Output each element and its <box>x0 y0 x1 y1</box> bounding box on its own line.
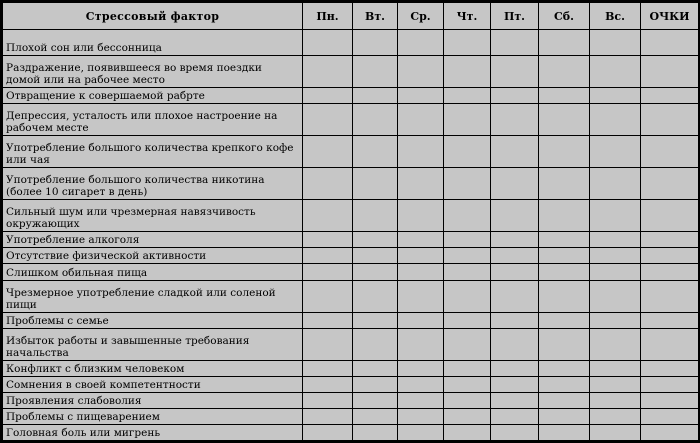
cell-mon <box>303 232 353 248</box>
table-row <box>3 312 699 328</box>
cell-wed <box>398 248 444 264</box>
cell-sun <box>590 312 641 328</box>
cell-mon <box>303 104 353 136</box>
cell-thu <box>444 424 491 440</box>
cell-mon <box>303 264 353 280</box>
cell-sun <box>590 408 641 424</box>
cell-score <box>641 312 699 328</box>
cell-fri <box>491 376 539 392</box>
cell-tue <box>353 168 398 200</box>
cell-tue <box>353 56 398 88</box>
cell-thu <box>444 200 491 232</box>
stress-factor-table <box>2 2 699 441</box>
cell-tue <box>353 408 398 424</box>
cell-sun <box>590 328 641 360</box>
cell-tue <box>353 104 398 136</box>
factor-label: Употребление большого количества крепкого кофе или чая <box>3 136 303 168</box>
cell-wed <box>398 104 444 136</box>
header-sunday: Вс. <box>590 3 641 30</box>
cell-score <box>641 104 699 136</box>
cell-wed <box>398 392 444 408</box>
cell-tue <box>353 328 398 360</box>
cell-score <box>641 408 699 424</box>
cell-sat <box>539 360 590 376</box>
cell-score <box>641 392 699 408</box>
factor-label: Сильный шум или чрезмерная навязчивость окружающих <box>3 200 303 232</box>
cell-fri <box>491 360 539 376</box>
table-row <box>3 376 699 392</box>
cell-mon <box>303 280 353 312</box>
cell-mon <box>303 312 353 328</box>
cell-tue <box>353 264 398 280</box>
table-row <box>3 264 699 280</box>
cell-wed <box>398 200 444 232</box>
cell-thu <box>444 136 491 168</box>
cell-score <box>641 200 699 232</box>
cell-fri <box>491 248 539 264</box>
cell-thu <box>444 30 491 56</box>
cell-sun <box>590 360 641 376</box>
cell-fri <box>491 30 539 56</box>
factor-label: Проявления слабоволия <box>3 392 303 408</box>
cell-thu <box>444 88 491 104</box>
cell-sat <box>539 312 590 328</box>
cell-mon <box>303 360 353 376</box>
factor-label: Депрессия, усталость или плохое настроение на рабочем месте <box>3 104 303 136</box>
cell-sat <box>539 248 590 264</box>
cell-sat <box>539 88 590 104</box>
cell-thu <box>444 376 491 392</box>
cell-sat <box>539 376 590 392</box>
cell-score <box>641 168 699 200</box>
cell-sun <box>590 136 641 168</box>
cell-wed <box>398 360 444 376</box>
cell-fri <box>491 280 539 312</box>
header-thursday: Чт. <box>444 3 491 30</box>
cell-sat <box>539 56 590 88</box>
cell-thu <box>444 248 491 264</box>
cell-fri <box>491 200 539 232</box>
cell-sun <box>590 392 641 408</box>
cell-sun <box>590 376 641 392</box>
table-row <box>3 360 699 376</box>
cell-thu <box>444 360 491 376</box>
table-row <box>3 88 699 104</box>
cell-wed <box>398 408 444 424</box>
cell-wed <box>398 30 444 56</box>
cell-mon <box>303 56 353 88</box>
factor-label: Употребление алкоголя <box>3 232 303 248</box>
factor-label: Раздражение, появившееся во время поездки домой или на рабочее место <box>3 56 303 88</box>
cell-wed <box>398 136 444 168</box>
cell-sat <box>539 30 590 56</box>
cell-score <box>641 280 699 312</box>
cell-mon <box>303 376 353 392</box>
table-row <box>3 30 699 56</box>
cell-sun <box>590 56 641 88</box>
cell-mon <box>303 88 353 104</box>
header-friday: Пт. <box>491 3 539 30</box>
table-row <box>3 328 699 360</box>
cell-mon <box>303 392 353 408</box>
table-row <box>3 408 699 424</box>
cell-fri <box>491 328 539 360</box>
cell-mon <box>303 248 353 264</box>
cell-fri <box>491 232 539 248</box>
cell-score <box>641 232 699 248</box>
cell-wed <box>398 232 444 248</box>
cell-wed <box>398 168 444 200</box>
header-saturday: Сб. <box>539 3 590 30</box>
cell-tue <box>353 312 398 328</box>
cell-fri <box>491 312 539 328</box>
factor-label: Сомнения в своей компетентности <box>3 376 303 392</box>
cell-tue <box>353 376 398 392</box>
cell-fri <box>491 136 539 168</box>
cell-mon <box>303 328 353 360</box>
cell-score <box>641 328 699 360</box>
table-row <box>3 280 699 312</box>
cell-wed <box>398 376 444 392</box>
cell-sun <box>590 88 641 104</box>
cell-thu <box>444 168 491 200</box>
cell-sat <box>539 264 590 280</box>
table-row <box>3 232 699 248</box>
cell-sat <box>539 392 590 408</box>
cell-tue <box>353 136 398 168</box>
cell-sat <box>539 408 590 424</box>
table-row <box>3 136 699 168</box>
cell-mon <box>303 200 353 232</box>
factor-label: Избыток работы и завышенные требования начальства <box>3 328 303 360</box>
cell-wed <box>398 88 444 104</box>
factor-label: Слишком обильная пища <box>3 264 303 280</box>
cell-score <box>641 360 699 376</box>
cell-wed <box>398 56 444 88</box>
factor-label: Проблемы с семье <box>3 312 303 328</box>
cell-tue <box>353 232 398 248</box>
cell-mon <box>303 424 353 440</box>
cell-fri <box>491 392 539 408</box>
cell-fri <box>491 88 539 104</box>
table-row <box>3 424 699 440</box>
factor-label: Головная боль или мигрень <box>3 424 303 440</box>
cell-fri <box>491 168 539 200</box>
cell-sat <box>539 168 590 200</box>
cell-sat <box>539 104 590 136</box>
cell-score <box>641 56 699 88</box>
cell-score <box>641 376 699 392</box>
factor-label: Конфликт с близким человеком <box>3 360 303 376</box>
table-row <box>3 56 699 88</box>
cell-fri <box>491 408 539 424</box>
cell-sat <box>539 232 590 248</box>
cell-thu <box>444 312 491 328</box>
header-wednesday: Ср. <box>398 3 444 30</box>
factor-label: Отсутствие физической активности <box>3 248 303 264</box>
cell-sun <box>590 264 641 280</box>
cell-sun <box>590 232 641 248</box>
cell-tue <box>353 200 398 232</box>
cell-score <box>641 424 699 440</box>
table-row <box>3 392 699 408</box>
cell-score <box>641 30 699 56</box>
table-row <box>3 248 699 264</box>
cell-score <box>641 264 699 280</box>
factor-label: Употребление большого количества никотина (более 10 сигарет в день) <box>3 168 303 200</box>
cell-sat <box>539 136 590 168</box>
cell-tue <box>353 88 398 104</box>
cell-sun <box>590 200 641 232</box>
header-factor: Стрессовый фактор <box>3 3 303 30</box>
cell-thu <box>444 264 491 280</box>
cell-fri <box>491 424 539 440</box>
cell-wed <box>398 280 444 312</box>
cell-fri <box>491 56 539 88</box>
cell-tue <box>353 392 398 408</box>
cell-thu <box>444 328 491 360</box>
cell-tue <box>353 360 398 376</box>
factor-label: Отвращение к совершаемой рабрте <box>3 88 303 104</box>
cell-score <box>641 136 699 168</box>
cell-thu <box>444 56 491 88</box>
cell-sun <box>590 248 641 264</box>
cell-wed <box>398 264 444 280</box>
cell-fri <box>491 264 539 280</box>
cell-sun <box>590 104 641 136</box>
cell-thu <box>444 408 491 424</box>
header-monday: Пн. <box>303 3 353 30</box>
cell-sun <box>590 424 641 440</box>
header-score: ОЧКИ <box>641 3 699 30</box>
cell-score <box>641 248 699 264</box>
cell-mon <box>303 136 353 168</box>
table-row <box>3 168 699 200</box>
cell-tue <box>353 424 398 440</box>
factor-label: Чрезмерное употребление сладкой или соленой пищи <box>3 280 303 312</box>
cell-mon <box>303 30 353 56</box>
factor-label: Плохой сон или бессонница <box>3 30 303 56</box>
cell-wed <box>398 312 444 328</box>
cell-sat <box>539 280 590 312</box>
table-header-row <box>3 3 699 30</box>
cell-tue <box>353 30 398 56</box>
cell-score <box>641 88 699 104</box>
cell-mon <box>303 168 353 200</box>
table-row <box>3 104 699 136</box>
cell-thu <box>444 392 491 408</box>
cell-wed <box>398 328 444 360</box>
cell-sun <box>590 168 641 200</box>
factor-label: Проблемы с пищеварением <box>3 408 303 424</box>
header-tuesday: Вт. <box>353 3 398 30</box>
table-row <box>3 200 699 232</box>
cell-thu <box>444 232 491 248</box>
cell-sat <box>539 328 590 360</box>
cell-thu <box>444 280 491 312</box>
cell-thu <box>444 104 491 136</box>
cell-sat <box>539 200 590 232</box>
cell-sat <box>539 424 590 440</box>
cell-fri <box>491 104 539 136</box>
cell-tue <box>353 248 398 264</box>
cell-mon <box>303 408 353 424</box>
cell-wed <box>398 424 444 440</box>
cell-sun <box>590 280 641 312</box>
cell-tue <box>353 280 398 312</box>
cell-sun <box>590 30 641 56</box>
